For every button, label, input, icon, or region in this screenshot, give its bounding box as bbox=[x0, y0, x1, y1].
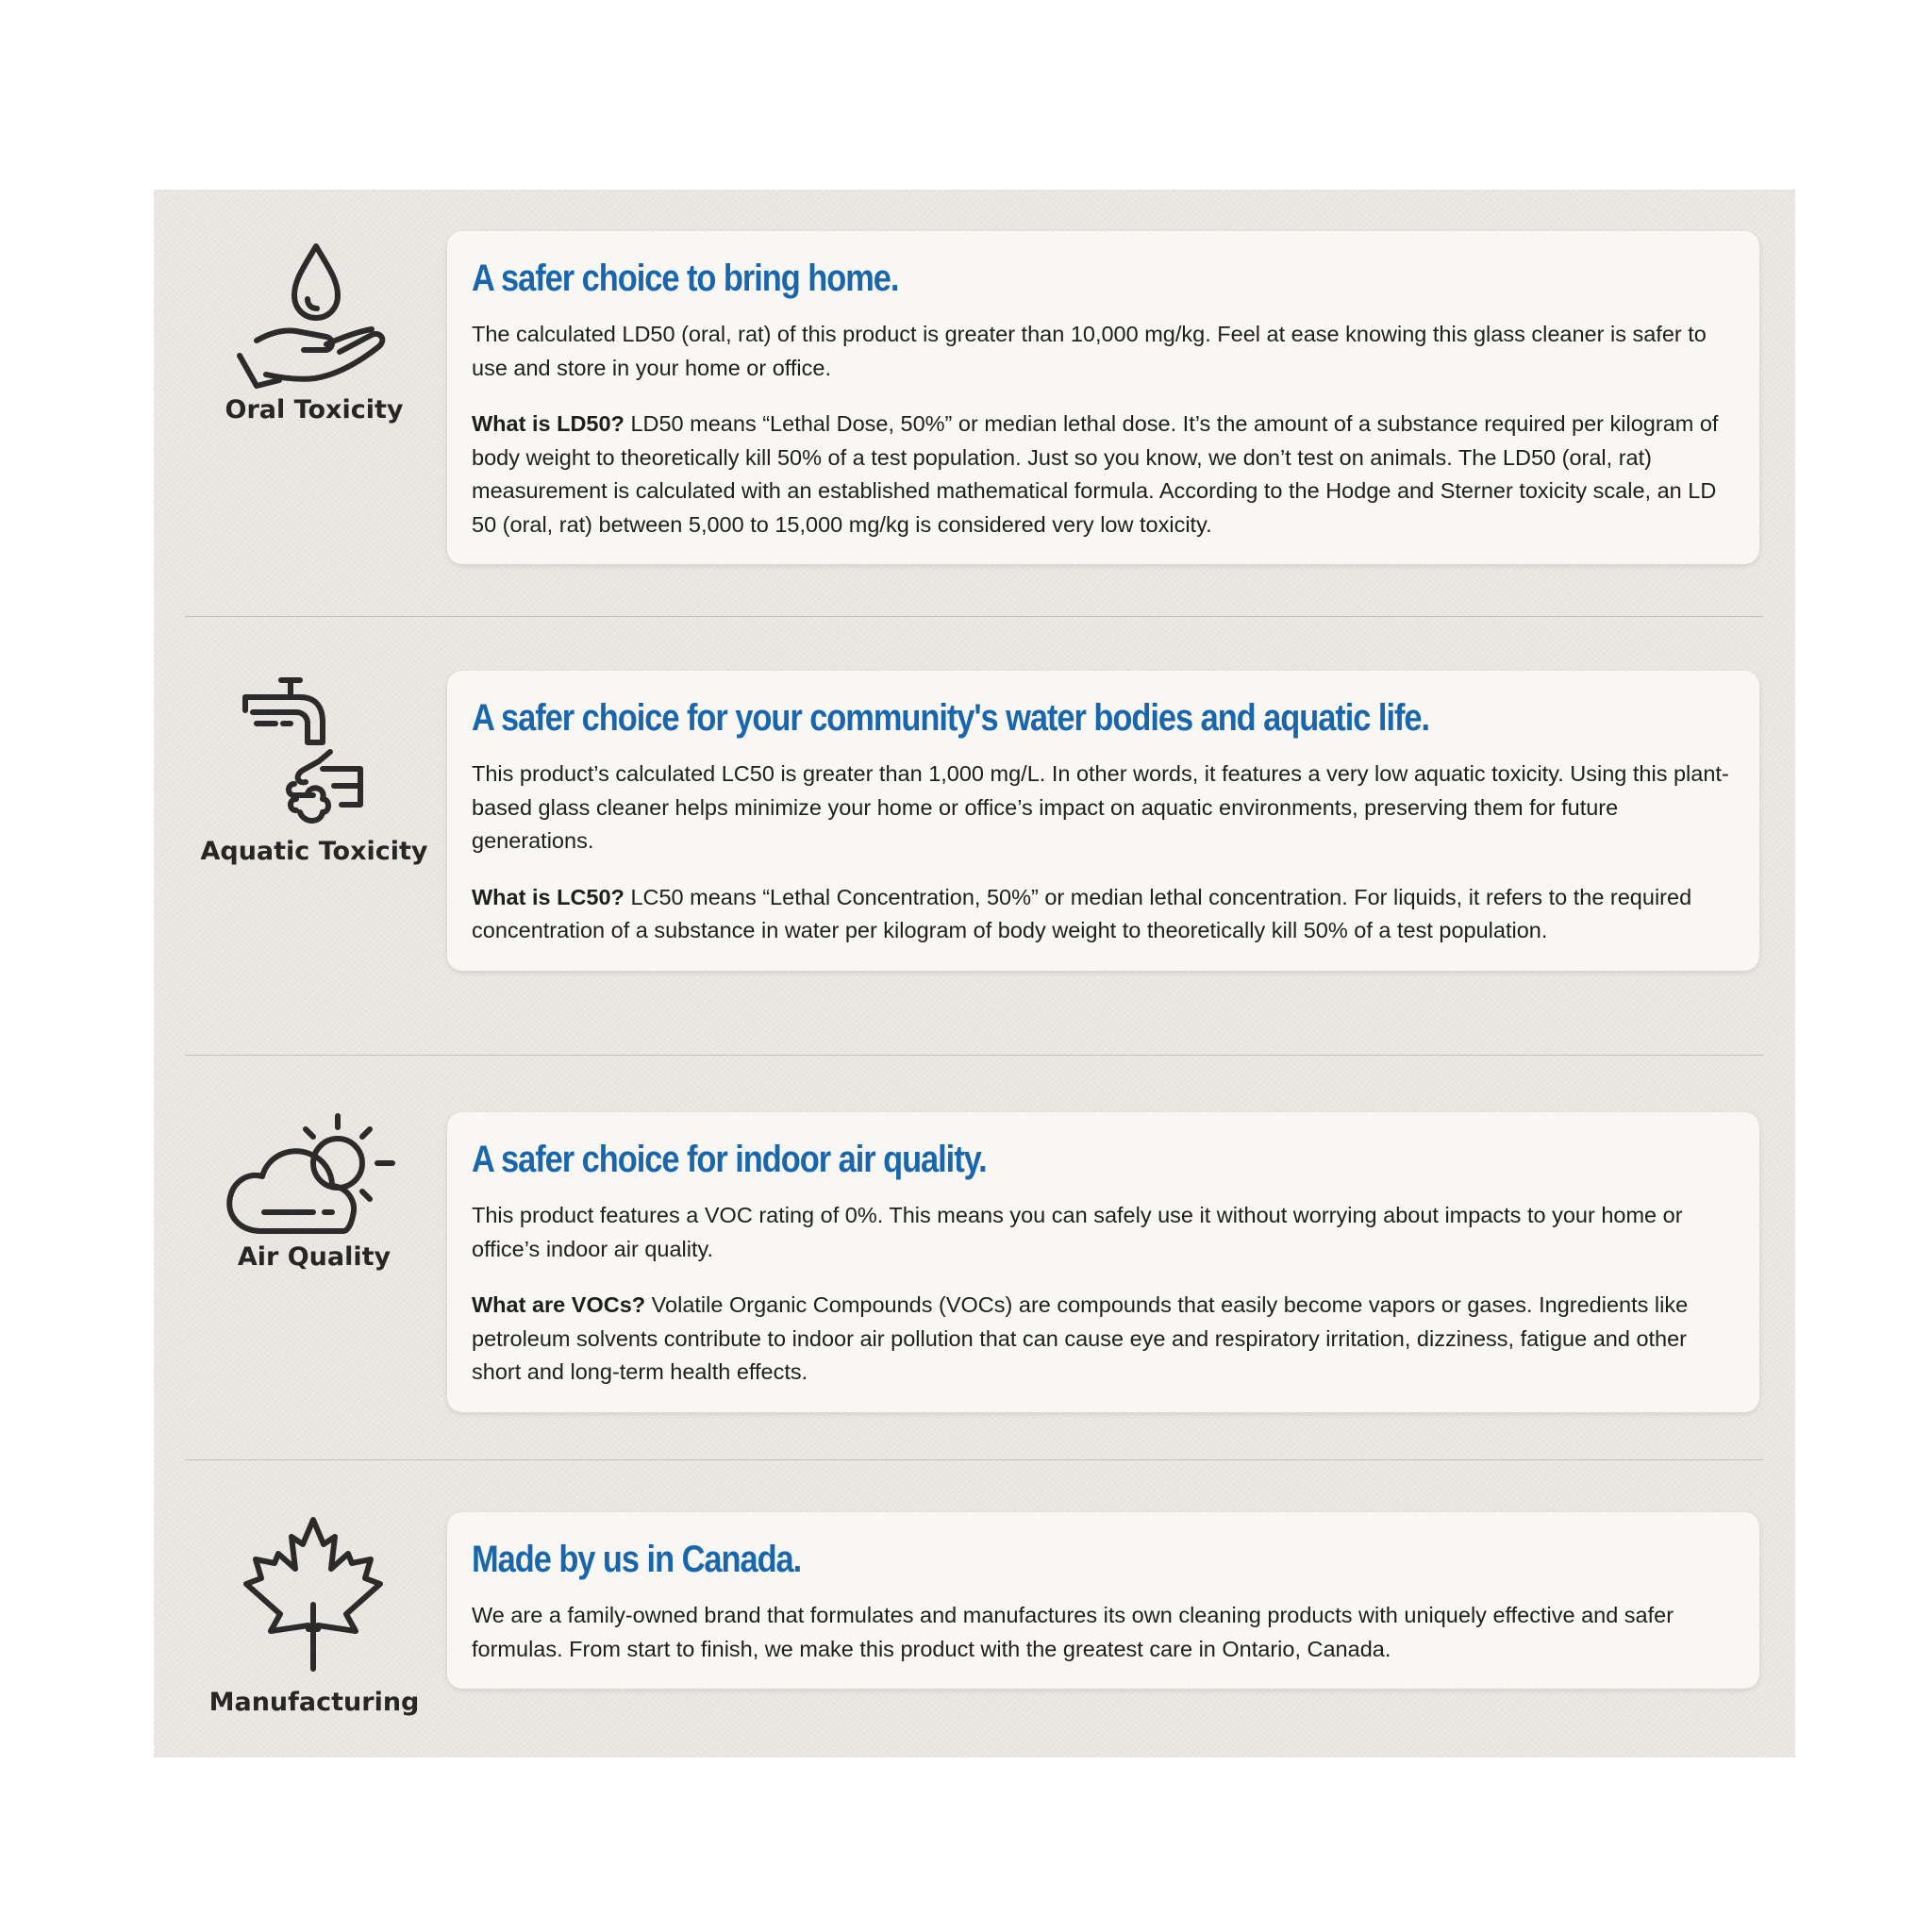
section-divider bbox=[185, 1459, 1763, 1460]
info-card bbox=[447, 1112, 1759, 1412]
maple-leaf-icon bbox=[210, 1514, 416, 1674]
section-divider bbox=[185, 1055, 1763, 1056]
info-card bbox=[447, 1512, 1759, 1689]
card-faq bbox=[472, 408, 1735, 541]
faq-question: What are VOCs? bbox=[472, 1292, 646, 1317]
icon-label: Aquatic Toxicity bbox=[200, 837, 428, 866]
card-title: Made by us in Canada. bbox=[472, 1539, 802, 1580]
faq-question: What is LD50? bbox=[472, 411, 625, 436]
product-safety-panel bbox=[154, 190, 1795, 1757]
card-body: The calculated LD50 (oral, rat) of this product is greater than 10,000 mg/kg. Feel at ease knowing this glass cleaner is safer to use and store in your home or office. bbox=[472, 322, 1707, 380]
card-body: This product’s calculated LC50 is greater than 1,000 mg/L. In other words, it features a very low aquatic toxicity. Using this plant-based glass cleaner helps minimize your home or office’s impact on aquatic environments, preserving them for future generations. bbox=[472, 761, 1729, 853]
card-body: This product features a VOC rating of 0%. This means you can safely use it without worrying about impacts to your home or office’s indoor air quality. bbox=[472, 1203, 1683, 1261]
card-title: A safer choice to bring home. bbox=[472, 258, 899, 299]
faq-question: What is LC50? bbox=[472, 884, 625, 909]
cloud-sun-icon bbox=[210, 1108, 416, 1241]
info-card bbox=[447, 671, 1759, 971]
faq-answer: LD50 means “Lethal Dose, 50%” or median lethal dose. It’s the amount of a substance required per kilogram of body weight to theoretically kill 50% of a test population. Just so you know, we don’t test on animals. The LD50 (oral, rat) measurement is calculated with an established mathematical formula. According to the Hodge and Sterner toxicity scale, an LD 50 (oral, rat) between 5,000 to 15,000 mg/kg is considered very low toxicity. bbox=[472, 411, 1719, 537]
card-body: We are a family-owned brand that formulates and manufactures its own cleaning products with uniquely effective and safer formulas. From start to finish, we make this product with the greatest care in Ontario, Canada. bbox=[472, 1603, 1674, 1661]
icon-label: Manufacturing bbox=[208, 1688, 420, 1717]
faucet-washing-hands-icon bbox=[210, 675, 416, 835]
card-title: A safer choice for indoor air quality. bbox=[472, 1139, 987, 1180]
section-divider bbox=[185, 616, 1763, 617]
faq-answer: LC50 means “Lethal Concentration, 50%” or median lethal concentration. For liquids, it refers to the required concentration of a substance in water per kilogram of body weight to theoretically kill 50% of a test population. bbox=[472, 884, 1692, 942]
icon-label: Air Quality bbox=[237, 1242, 391, 1272]
card-title: A safer choice for your community's water bodies and aquatic life. bbox=[472, 697, 1430, 739]
faq-answer: Volatile Organic Compounds (VOCs) are compounds that easily become vapors or gases. Ingredients like petroleum solvents contribute to indoor air pollution that can cause eye and respiratory irritation, dizziness, fatigue and other short and long-term health effects. bbox=[472, 1292, 1689, 1384]
info-card bbox=[447, 231, 1759, 564]
card-faq bbox=[472, 881, 1735, 948]
card-faq bbox=[472, 1289, 1735, 1390]
hand-water-drop-icon bbox=[210, 237, 416, 397]
icon-label: Oral Toxicity bbox=[225, 395, 404, 425]
